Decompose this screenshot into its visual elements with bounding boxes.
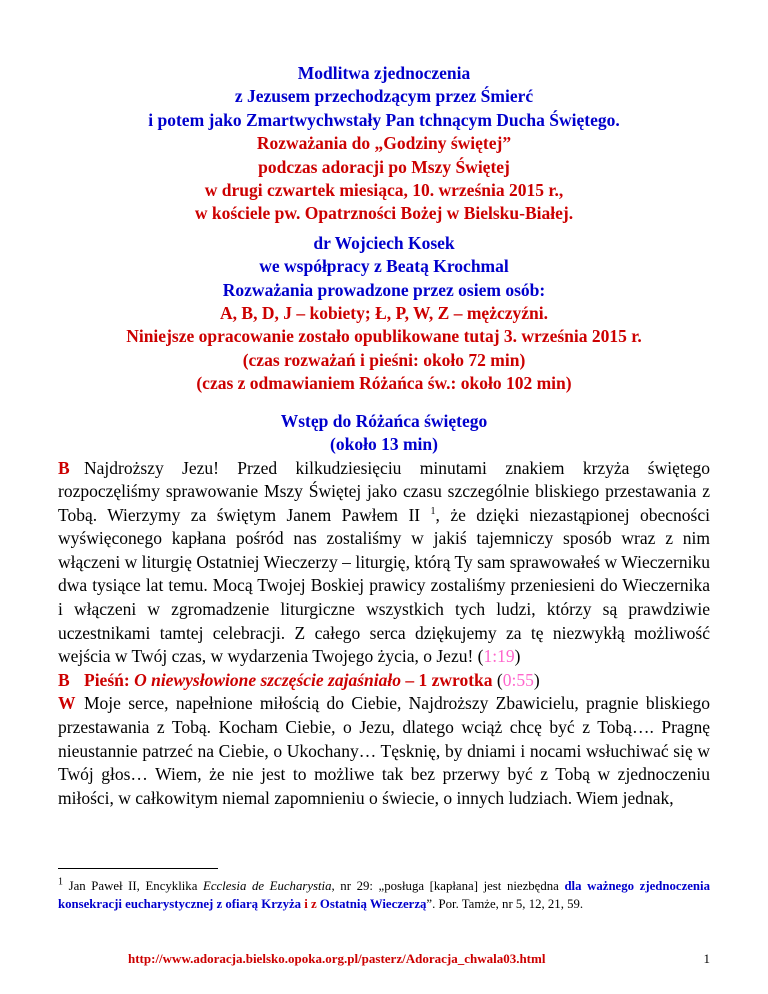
body bbox=[58, 457, 710, 811]
footnote bbox=[58, 877, 710, 913]
section-duration: (około 13 min) bbox=[330, 434, 438, 455]
footnote-highlight: Ostatnią Wieczerzą bbox=[319, 897, 427, 911]
subtitle-block bbox=[58, 132, 710, 226]
readers-list: A, B, D, J – kobiety; Ł, P, W, Z – mężczyźni. bbox=[220, 303, 548, 324]
paragraph-text: Najdroższy Jezu! Przed kilkudziesięciu minutami znakiem krzyża świętego rozpoczęliśmy sprawowanie Mszy Świętej jako czasu szczególnie bliskiego przestawania z Tobą. Wierzymy za świętym Janem Pawłem II bbox=[58, 457, 710, 525]
publication-note: Niniejsze opracowanie zostało opublikowane tutaj 3. września 2015 r. bbox=[126, 326, 642, 347]
footnote-highlight: dla ważnego zjednoczenia konsekracji eucharystycznej z ofiarą Krzyża bbox=[58, 879, 711, 911]
subtitle-line-1: Rozważania do „Godziny świętej” bbox=[256, 133, 512, 154]
song-verse: – 1 zwrotka bbox=[400, 669, 493, 690]
time-marker: 0:55 bbox=[502, 669, 534, 690]
footnote-number: 1 bbox=[58, 876, 63, 888]
paren-close: ) bbox=[514, 646, 521, 667]
title-line-1: Modlitwa zjednoczenia bbox=[297, 63, 471, 83]
author-name: dr Wojciech Kosek bbox=[313, 232, 455, 253]
song-title: O niewysłowione szczęście zajaśniało bbox=[134, 669, 401, 690]
subtitle-line-3: w drugi czwartek miesiąca, 10. września 2015 r., bbox=[204, 180, 564, 201]
speaker-label: W bbox=[58, 693, 76, 714]
document-page bbox=[58, 62, 710, 810]
paragraph-text-cont: , że dzięki niezastąpionej obecności wyświęconego kapłana pośród nas zostaliśmy w jakiś tajemniczy sposób wraz z nim włączeni w liturgię Ostatniej Wieczerzy – liturgię, którą Ty sam sprawowałeś w Wieczerniku dwa tysiące lat temu. Mocą Twojej Boskiej prawicy zostaliśmy przeniesieni do Wieczernika i włączeni w zgromadzenie liturgiczne wszystkich tych ludzi, którzy są prawdziwie uczestnikami tamtej celebracji. Z całego serca dziękujemy za tę niezwykłą możliwość wejścia w Twój czas, w wydarzenia Twojego życia, o Jezu! ( bbox=[58, 504, 710, 667]
footnote-highlight-red: i z bbox=[301, 897, 320, 911]
song-label: Pieśń: bbox=[84, 669, 130, 690]
speaker-label: B bbox=[58, 669, 70, 690]
footnote-ref[interactable]: 1 bbox=[430, 505, 436, 517]
duration-note-1: (czas rozważań i pieśni: około 72 min) bbox=[242, 349, 526, 370]
title-line-2: z Jezusem przechodzącym przez Śmierć bbox=[234, 86, 534, 107]
info-block bbox=[58, 302, 710, 396]
footnote-text: Jan Paweł II, Encyklika bbox=[63, 879, 203, 893]
time-marker: 1:19 bbox=[483, 646, 515, 667]
footnote-text: , nr 29: „posługa [kapłana] jest niezbędna bbox=[331, 879, 565, 893]
paragraph-song bbox=[58, 669, 710, 693]
paragraph-1 bbox=[58, 457, 710, 669]
page-number: 1 bbox=[703, 951, 710, 966]
author-block bbox=[58, 232, 710, 302]
section-heading bbox=[58, 410, 710, 457]
readers-intro: Rozważania prowadzone przez osiem osób: bbox=[222, 279, 546, 300]
footnote-text: ”. Por. Tamże, nr 5, 12, 21, 59. bbox=[426, 897, 584, 911]
footnote-divider bbox=[58, 868, 218, 869]
subtitle-line-2: podczas adoracji po Mszy Świętej bbox=[258, 156, 510, 177]
footnote-encyclical: Ecclesia de Eucharystia bbox=[203, 879, 332, 893]
title-block bbox=[58, 62, 710, 132]
collaborator: we współpracy z Beatą Krochmal bbox=[259, 256, 509, 277]
section-title: Wstęp do Różańca świętego bbox=[280, 410, 488, 431]
subtitle-line-4: w kościele pw. Opatrzności Bożej w Bielsku-Białej. bbox=[194, 203, 574, 224]
paren-close: ) bbox=[533, 669, 540, 690]
duration-note-2: (czas z odmawianiem Różańca św.: około 102 min) bbox=[196, 373, 572, 394]
title-line-3: i potem jako Zmartwychwstały Pan tchnącym Ducha Świętego. bbox=[148, 109, 620, 130]
paragraph-text: Moje serce, napełnione miłością do Ciebie, Najdroższy Zbawicielu, pragnie bliskiego przestawania z Tobą. Kocham Ciebie, o Jezu, dlatego wciąż chcę być z Tobą…. Pragnę nieustannie patrzeć na Ciebie, o Ukochany… Tęsknię, by dniami i nocami wsłuchiwać się w Twój głos… Wiem, że nie jest to możliwe tak bez przerwy być z Tobą w zjednoczeniu miłości, w całkowitym niemal zapomnieniu o świecie, o innych ludziach. Wiem jednak, bbox=[58, 693, 710, 808]
paragraph-3 bbox=[58, 692, 710, 810]
paren-open: ( bbox=[492, 669, 503, 690]
speaker-label: B bbox=[58, 457, 70, 478]
source-url-link[interactable]: http://www.adoracja.bielsko.opoka.org.pl/pasterz/Adoracja_chwala03.html bbox=[128, 951, 546, 966]
